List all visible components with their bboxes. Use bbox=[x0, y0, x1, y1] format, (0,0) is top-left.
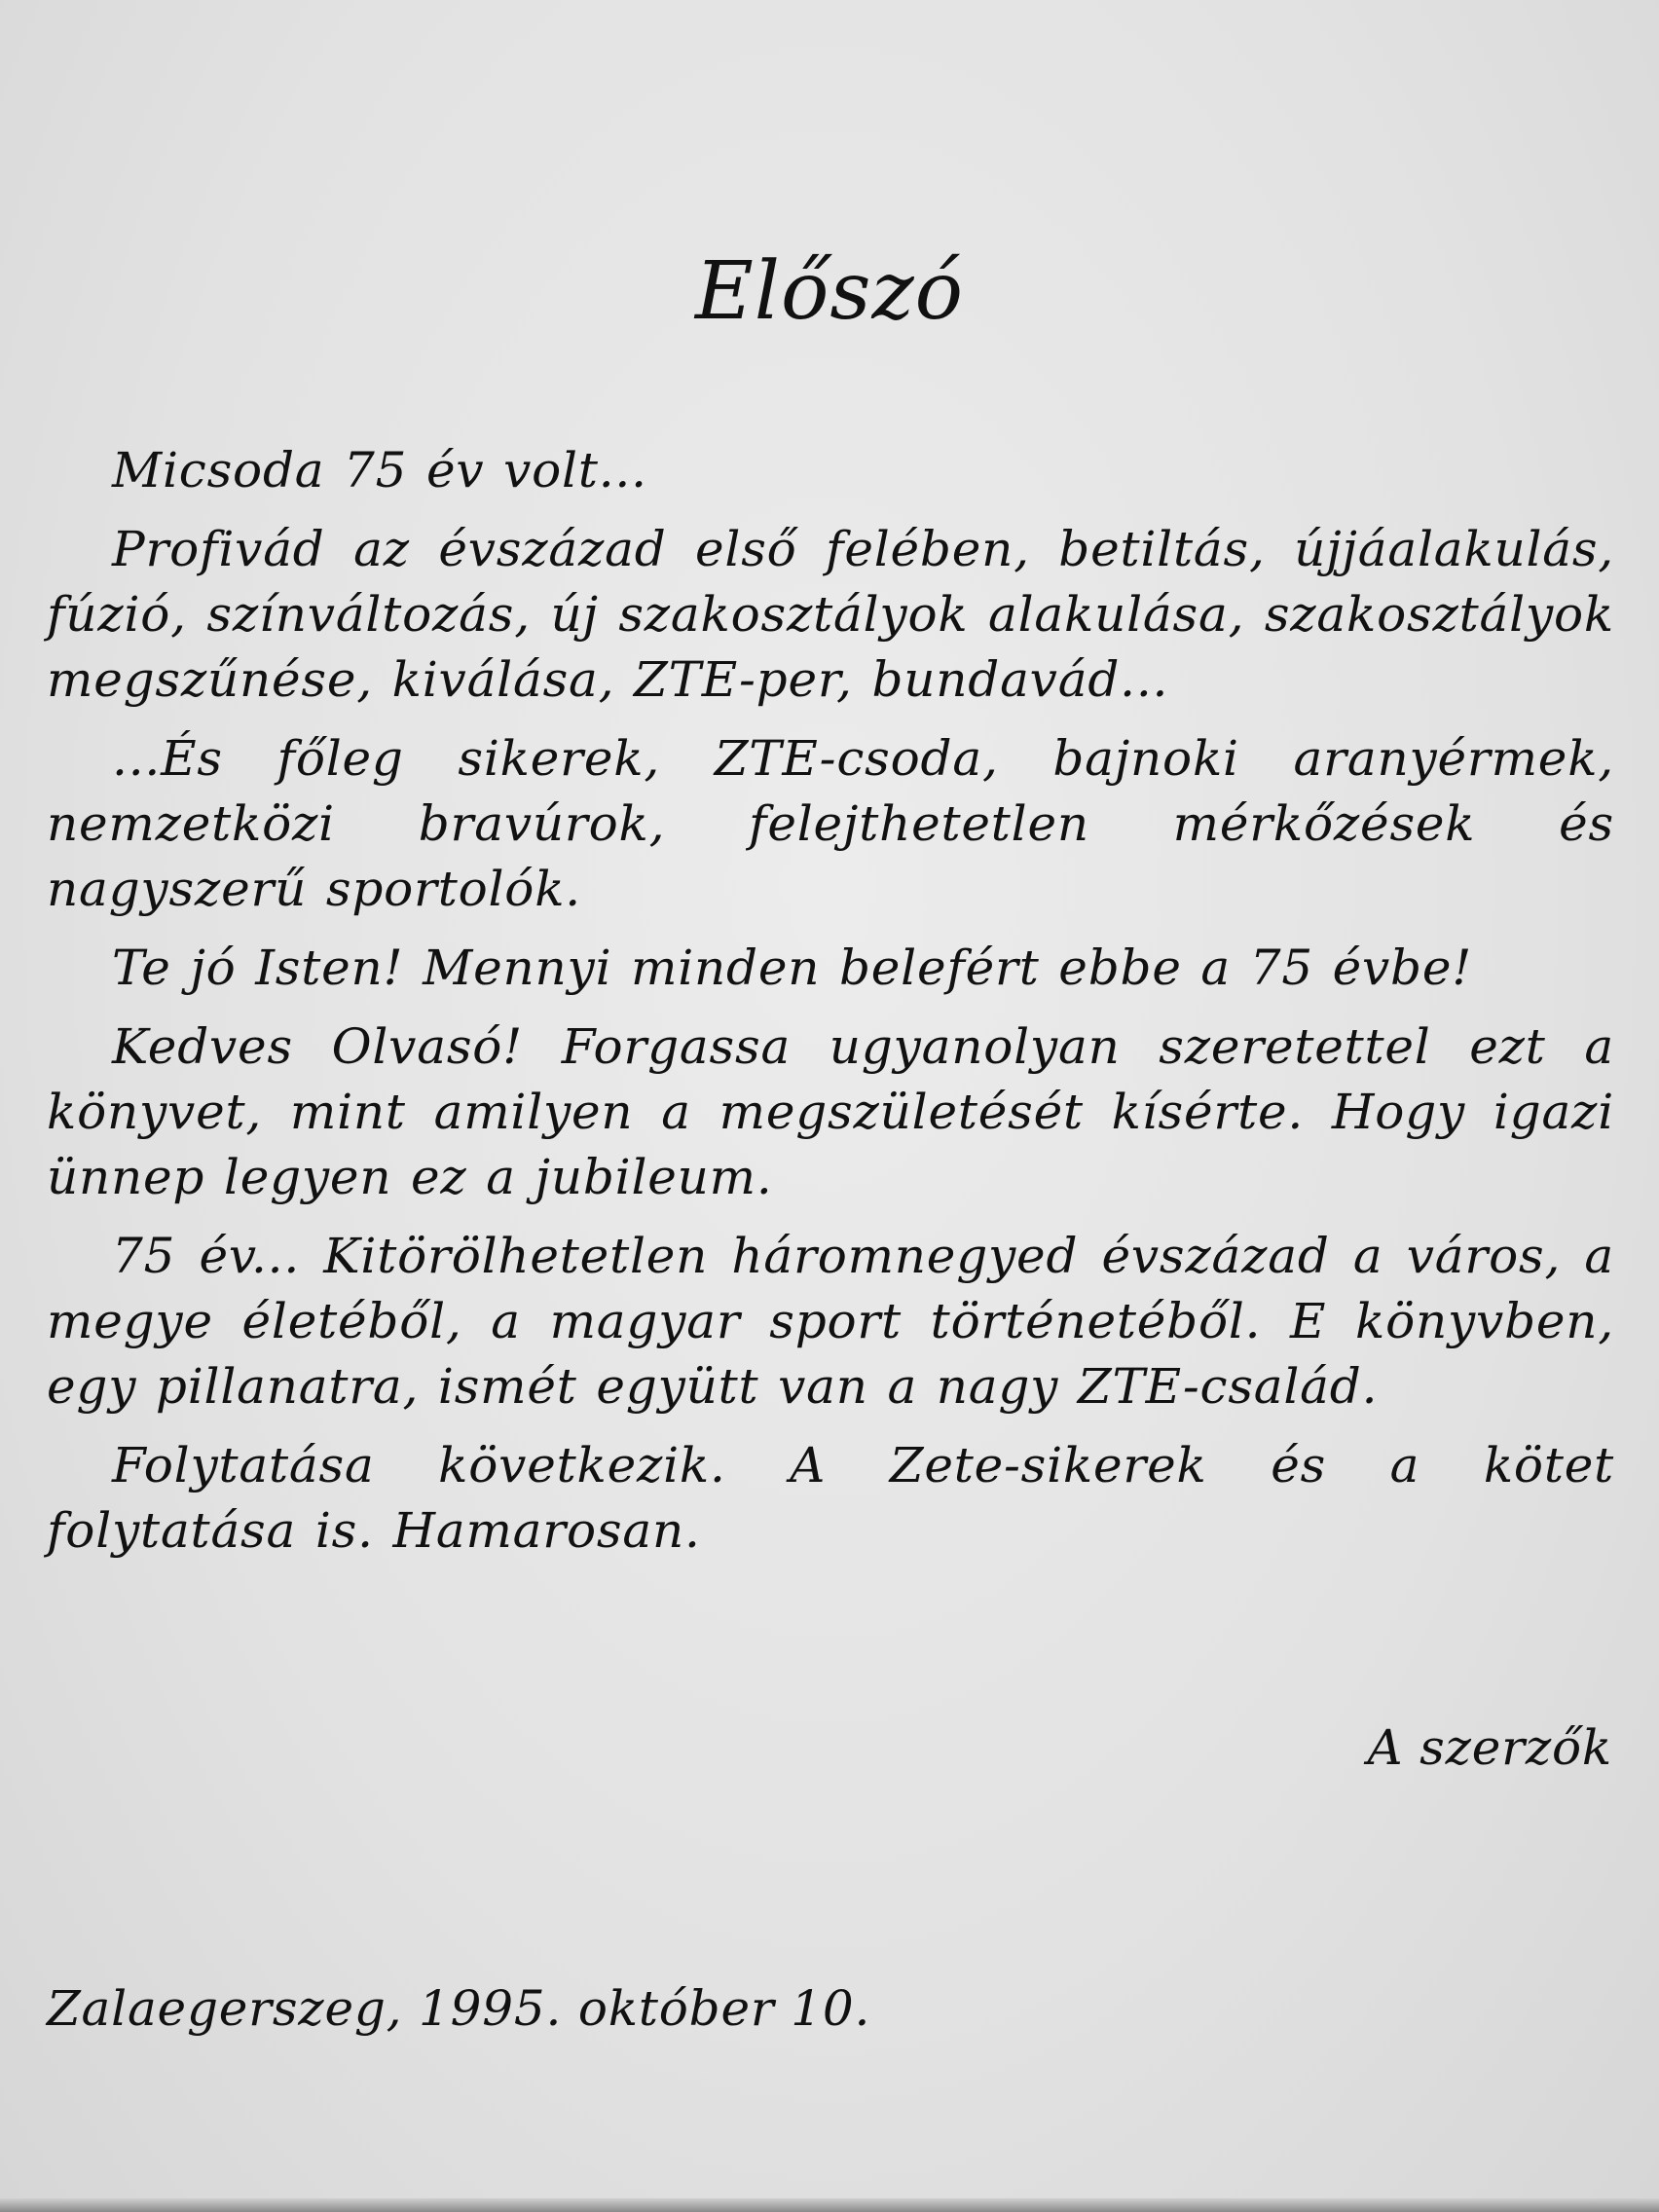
paragraph-7: Folytatása következik. A Zete-sikerek és a kötet folytatása is. Hamarosan. bbox=[47, 1437, 1614, 1559]
paragraph-4: Te jó Isten! Mennyi minden belefért ebbe a 75 évbe! bbox=[112, 940, 1473, 996]
paragraph-1: Micsoda 75 év volt... bbox=[112, 442, 647, 498]
paragraph-6: 75 év... Kitörölhetetlen háromnegyed évszázad a város, a megye életéből, a magyar sport történetéből. E könyvben, egy pillanatra, ismét együtt van a nagy ZTE-család. bbox=[47, 1228, 1614, 1415]
preface-body bbox=[47, 438, 1614, 1577]
place-and-date: Zalaegerszeg, 1995. október 10. bbox=[47, 1980, 871, 2037]
paragraph-3: ...És főleg sikerek, ZTE-csoda, bajnoki aranyérmek, nemzetközi bravúrok, felejthetetlen mérkőzések és nagyszerű sportolók. bbox=[47, 730, 1614, 917]
page-title: Előszó bbox=[694, 245, 965, 338]
paragraph-5: Kedves Olvasó! Forgassa ugyanolyan szeretettel ezt a könyvet, mint amilyen a megszületését kísérte. Hogy igazi ünnep legyen ez a jubileum. bbox=[47, 1018, 1614, 1205]
paragraph-2: Profivád az évszázad első felében, betiltás, újjáalakulás, fúzió, színváltozás, új szakosztályok alakulása, szakosztályok megszűnése, kiválása, ZTE-per, bundavád... bbox=[47, 521, 1614, 708]
page-bottom-edge bbox=[0, 2198, 1659, 2212]
authors-signature: A szerzők bbox=[1367, 1719, 1612, 1776]
